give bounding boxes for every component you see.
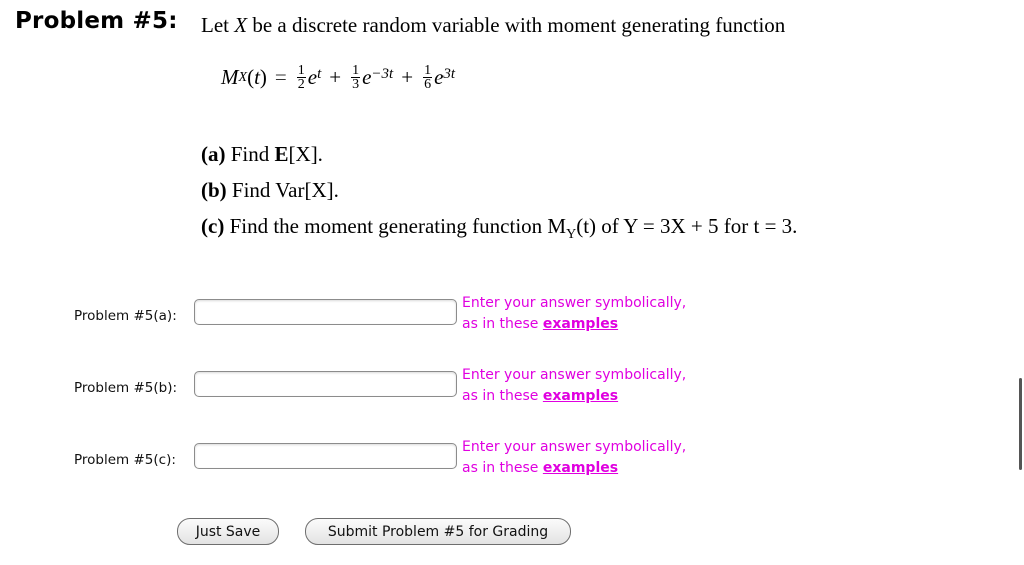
answer-hint-a-line2 — [462, 314, 762, 335]
mgf-base-1: e — [307, 65, 318, 89]
answer-hint-c — [462, 437, 762, 478]
mgf-base-2: e — [362, 65, 372, 89]
answer-hint-b-line1: Enter your answer symbolically, — [462, 367, 687, 383]
part-a-text-after: [X]. — [288, 142, 323, 166]
mgf-exponent-3: 3t — [443, 66, 456, 82]
mgf-equals: = — [274, 65, 287, 89]
answer-label-c: Problem #5(c): — [74, 452, 176, 468]
examples-link-c[interactable]: examples — [542, 459, 619, 476]
part-a-text-before: Find — [230, 142, 275, 166]
page-scrollbar[interactable] — [1019, 378, 1022, 470]
answer-hint-a-line1: Enter your answer symbolically, — [462, 295, 687, 311]
mgf-base-3: e — [434, 65, 444, 89]
mgf-formula — [221, 64, 455, 91]
part-a-bold: E — [274, 142, 289, 166]
part-c-text-before: Find the moment generating function M — [229, 214, 567, 238]
mgf-exponent-1: t — [317, 66, 322, 82]
mgf-coefficient-3: $\frac{1}{6}$ — [424, 63, 432, 92]
answer-hint-a — [462, 293, 762, 334]
answer-label-b: Problem #5(b): — [74, 380, 178, 396]
answer-input-c[interactable] — [194, 443, 457, 469]
answer-hint-b-prefix: as in these — [462, 387, 543, 404]
intro-variable: X — [234, 13, 248, 37]
part-b-label: (b) — [201, 178, 227, 202]
answer-hint-c-line1: Enter your answer symbolically, — [462, 439, 687, 455]
mgf-symbol: M — [221, 65, 239, 89]
submit-button[interactable]: Submit Problem #5 for Grading — [305, 518, 571, 545]
part-b — [201, 178, 339, 203]
answer-input-a[interactable] — [194, 299, 457, 325]
mgf-coefficient-2: $\frac{1}{3}$ — [352, 63, 360, 92]
answer-hint-b — [462, 365, 762, 406]
part-c-subscript: Y — [566, 227, 577, 243]
intro-rest: be a discrete random variable with moment generating function — [252, 13, 786, 37]
mgf-subscript: X — [238, 69, 248, 85]
answer-hint-b-line2 — [462, 386, 762, 407]
part-b-text: Find Var[X]. — [231, 178, 339, 202]
intro-let: Let — [201, 13, 229, 37]
answer-input-b[interactable] — [194, 371, 457, 397]
answer-hint-c-line2 — [462, 458, 762, 479]
part-c-text-after: (t) of Y = 3X + 5 for t = 3. — [576, 214, 798, 238]
mgf-plus-2: + — [401, 65, 414, 89]
problem-intro — [201, 13, 785, 38]
problem-title: Problem #5: — [15, 8, 178, 34]
mgf-coefficient-1: $\frac{1}{2}$ — [297, 63, 305, 92]
part-a — [201, 142, 323, 167]
mgf-argument: (t) — [247, 65, 267, 89]
examples-link-b[interactable]: examples — [542, 387, 619, 404]
examples-link-a[interactable]: examples — [542, 315, 619, 332]
answer-label-a: Problem #5(a): — [74, 308, 177, 324]
mgf-plus-1: + — [329, 65, 342, 89]
just-save-button[interactable]: Just Save — [177, 518, 279, 545]
part-a-label: (a) — [201, 142, 226, 166]
mgf-exponent-2: −3t — [371, 66, 394, 82]
answer-hint-c-prefix: as in these — [462, 459, 543, 476]
answer-hint-a-prefix: as in these — [462, 315, 543, 332]
part-c-label: (c) — [201, 214, 225, 238]
part-c — [201, 214, 797, 243]
